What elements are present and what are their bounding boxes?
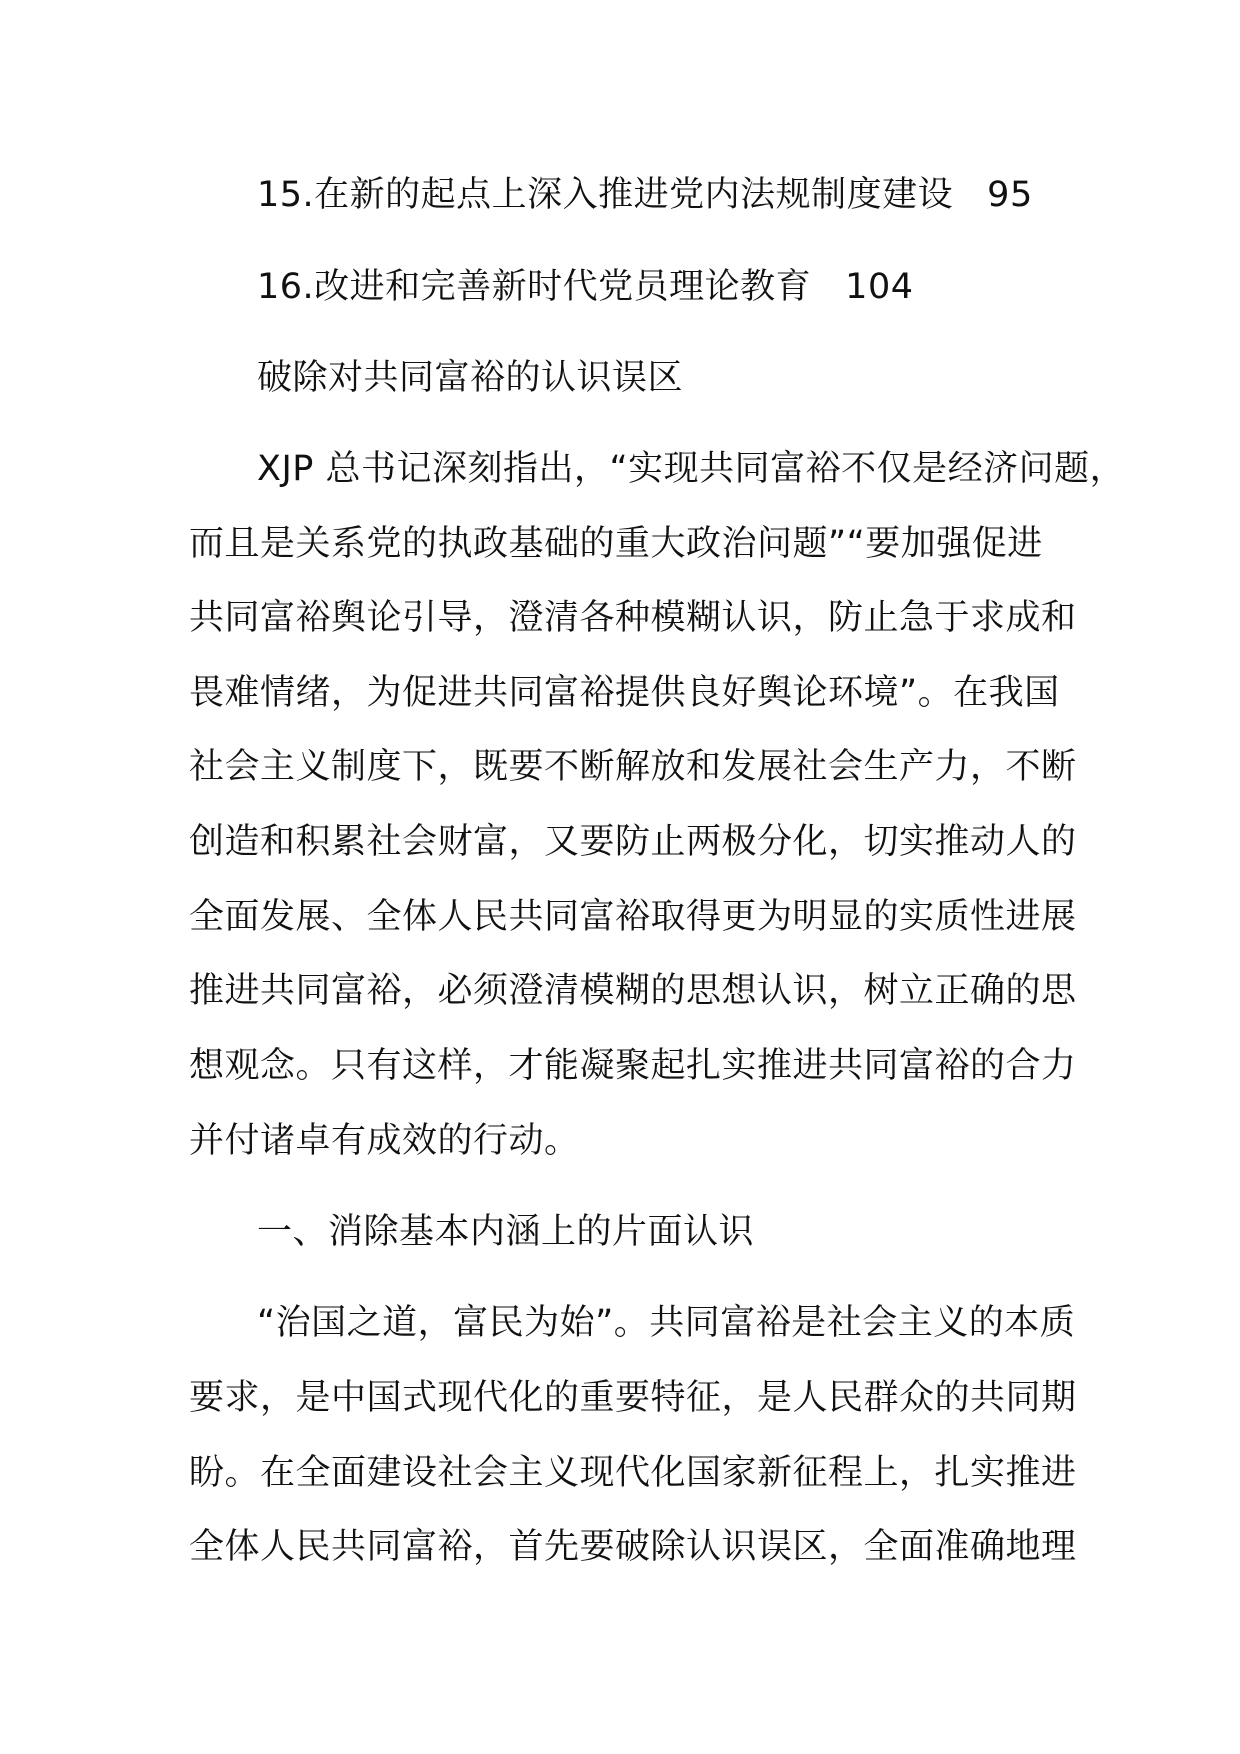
paragraph-line: 推进共同富裕，必须澄清模糊的思想认识，树立正确的思 <box>189 971 1077 1011</box>
paragraph-line: “治国之道，富民为始”。共同富裕是社会主义的本质 <box>257 1303 1076 1343</box>
paragraph-line: 盼。在全面建设社会主义现代化国家新征程上，扎实推进 <box>189 1453 1077 1493</box>
paragraph-line: 并付诸卓有成效的行动。 <box>189 1121 580 1161</box>
paragraph-line: 而且是关系党的执政基础的重大政治问题”“要加强促进 <box>189 524 1043 564</box>
paragraph-line: XJP 总书记深刻指出，“实现共同富裕不仅是经济问题， <box>257 449 1126 489</box>
section-heading: 一、消除基本内涵上的片面认识 <box>257 1212 755 1252</box>
toc-entry-page: 95 <box>987 175 1033 215</box>
toc-entry-page: 104 <box>845 267 914 307</box>
paragraph-line: 全面发展、全体人民共同富裕取得更为明显的实质性进展 <box>189 897 1077 937</box>
paragraph-line: 要求，是中国式现代化的重要特征，是人民群众的共同期 <box>189 1378 1077 1418</box>
paragraph-line: 创造和积累社会财富，又要防止两极分化，切实推动人的 <box>189 822 1077 862</box>
toc-entry-title: 16.改进和完善新时代党员理论教育 <box>257 267 812 307</box>
paragraph-line: 畏难情绪，为促进共同富裕提供良好舆论环境”。在我国 <box>189 673 1060 713</box>
toc-entry-15 <box>257 174 1033 216</box>
toc-entry-16 <box>257 266 913 308</box>
article-title: 破除对共同富裕的认识误区 <box>257 358 684 398</box>
toc-entry-title: 15.在新的起点上深入推进党内法规制度建设 <box>257 175 954 215</box>
paragraph-line: 社会主义制度下，既要不断解放和发展社会生产力，不断 <box>189 747 1077 787</box>
paragraph-line: 想观念。只有这样，才能凝聚起扎实推进共同富裕的合力 <box>189 1046 1077 1086</box>
paragraph-line: 全体人民共同富裕，首先要破除认识误区，全面准确地理 <box>189 1527 1077 1567</box>
paragraph-line: 共同富裕舆论引导，澄清各种模糊认识，防止急于求成和 <box>189 598 1077 638</box>
